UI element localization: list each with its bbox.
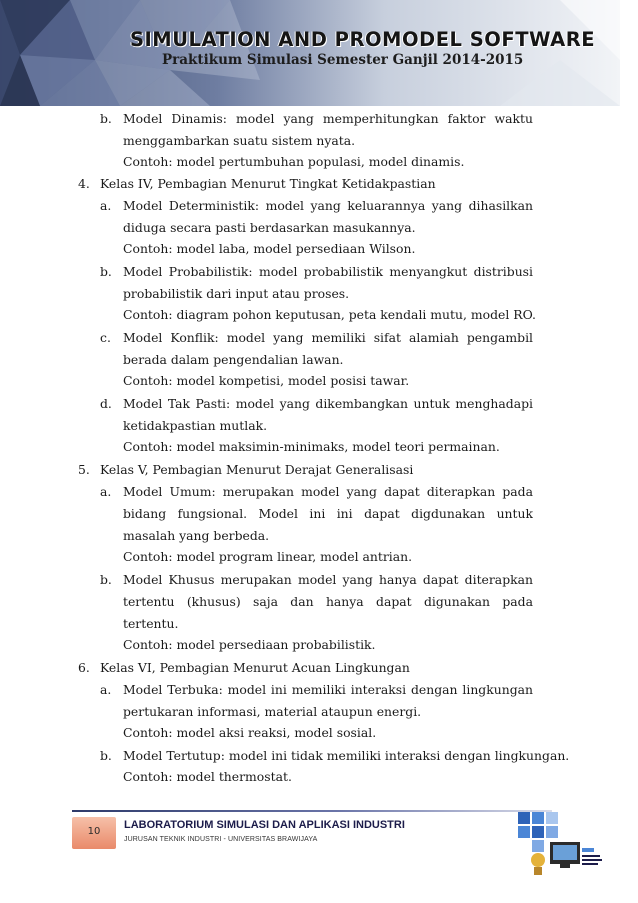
- list-marker: b.: [100, 264, 112, 279]
- example-line: Contoh: model pertumbuhan populasi, model dinamis.: [123, 154, 465, 169]
- example-line: Contoh: model thermostat.: [123, 769, 292, 784]
- list-marker: c.: [100, 330, 111, 345]
- paragraph-line: Model Probabilistik: model probabilistik menyangkut distribusi: [123, 264, 533, 279]
- paragraph-line: Model Khusus merupakan model yang hanya dapat diterapkan: [123, 572, 533, 587]
- example-line: Contoh: model persediaan probabilistik.: [123, 637, 376, 652]
- paragraph-line: pertukaran informasi, material ataupun energi.: [123, 704, 422, 719]
- section-heading: Kelas IV, Pembagian Menurut Tingkat Ketidakpastian: [100, 176, 436, 191]
- example-line: Contoh: model aksi reaksi, model sosial.: [123, 725, 377, 740]
- paragraph-line: tertentu (khusus) saja dan hanya dapat digunakan pada: [123, 594, 533, 609]
- list-marker: a.: [100, 682, 112, 697]
- paragraph-line: ketidakpastian mutlak.: [123, 418, 268, 433]
- paragraph-line: masalah yang berbeda.: [123, 528, 270, 543]
- example-line: Contoh: model program linear, model antrian.: [123, 549, 413, 564]
- example-line: Contoh: diagram pohon keputusan, peta kendali mutu, model RO.: [123, 307, 536, 322]
- lab-subtitle: JURUSAN TEKNIK INDUSTRI - UNIVERSITAS BRAWIJAYA: [124, 836, 318, 843]
- paragraph-line: diduga secara pasti berdasarkan masukannya.: [123, 220, 416, 235]
- list-marker: a.: [100, 198, 112, 213]
- example-line: Contoh: model maksimin-minimaks, model teori permainan.: [123, 439, 500, 454]
- paragraph-line: Model Konflik: model yang memiliki sifat alamiah pengambil: [123, 330, 533, 345]
- paragraph-line: probabilistik dari input atau proses.: [123, 286, 350, 301]
- paragraph-line: Model Tak Pasti: model yang dikembangkan untuk menghadapi: [123, 396, 533, 411]
- lab-title: LABORATORIUM SIMULASI DAN APLIKASI INDUSTRI: [124, 819, 405, 831]
- paragraph-line: berada dalam pengendalian lawan.: [123, 352, 344, 367]
- list-marker: b.: [100, 111, 112, 126]
- paragraph-line: menggambarkan suatu sistem nyata.: [123, 133, 356, 148]
- example-line: Contoh: model kompetisi, model posisi tawar.: [123, 373, 410, 388]
- list-marker: d.: [100, 396, 112, 411]
- paragraph-line: bidang fungsional. Model ini ini dapat digdunakan untuk: [123, 506, 533, 521]
- laboratory-logo-icon: [510, 808, 610, 878]
- footer-divider: [72, 810, 552, 812]
- section-heading: Kelas VI, Pembagian Menurut Acuan Lingkungan: [100, 660, 410, 675]
- paragraph-line: Model Tertutup: model ini tidak memiliki interaksi dengan lingkungan.: [123, 748, 570, 763]
- list-marker: b.: [100, 748, 112, 763]
- section-number: 4.: [78, 176, 90, 191]
- paragraph-line: Model Umum: merupakan model yang dapat diterapkan pada: [123, 484, 533, 499]
- section-heading: Kelas V, Pembagian Menurut Derajat Generalisasi: [100, 462, 414, 477]
- paragraph-line: tertentu.: [123, 616, 179, 631]
- paragraph-line: Model Deterministik: model yang keluarannya yang dihasilkan: [123, 198, 533, 213]
- paragraph-line: Model Dinamis: model yang memperhitungkan faktor waktu: [123, 111, 533, 126]
- list-marker: a.: [100, 484, 112, 499]
- paragraph-line: Model Terbuka: model ini memiliki interaksi dengan lingkungan: [123, 682, 533, 697]
- list-marker: b.: [100, 572, 112, 587]
- page-header: [0, 0, 620, 106]
- example-line: Contoh: model laba, model persediaan Wilson.: [123, 241, 416, 256]
- section-number: 6.: [78, 660, 90, 675]
- document-subtitle: Praktikum Simulasi Semester Ganjil 2014-2015: [162, 52, 524, 68]
- document-title: SIMULATION AND PROMODEL SOFTWARE: [130, 28, 596, 51]
- section-number: 5.: [78, 462, 90, 477]
- page-number: 10: [87, 826, 101, 837]
